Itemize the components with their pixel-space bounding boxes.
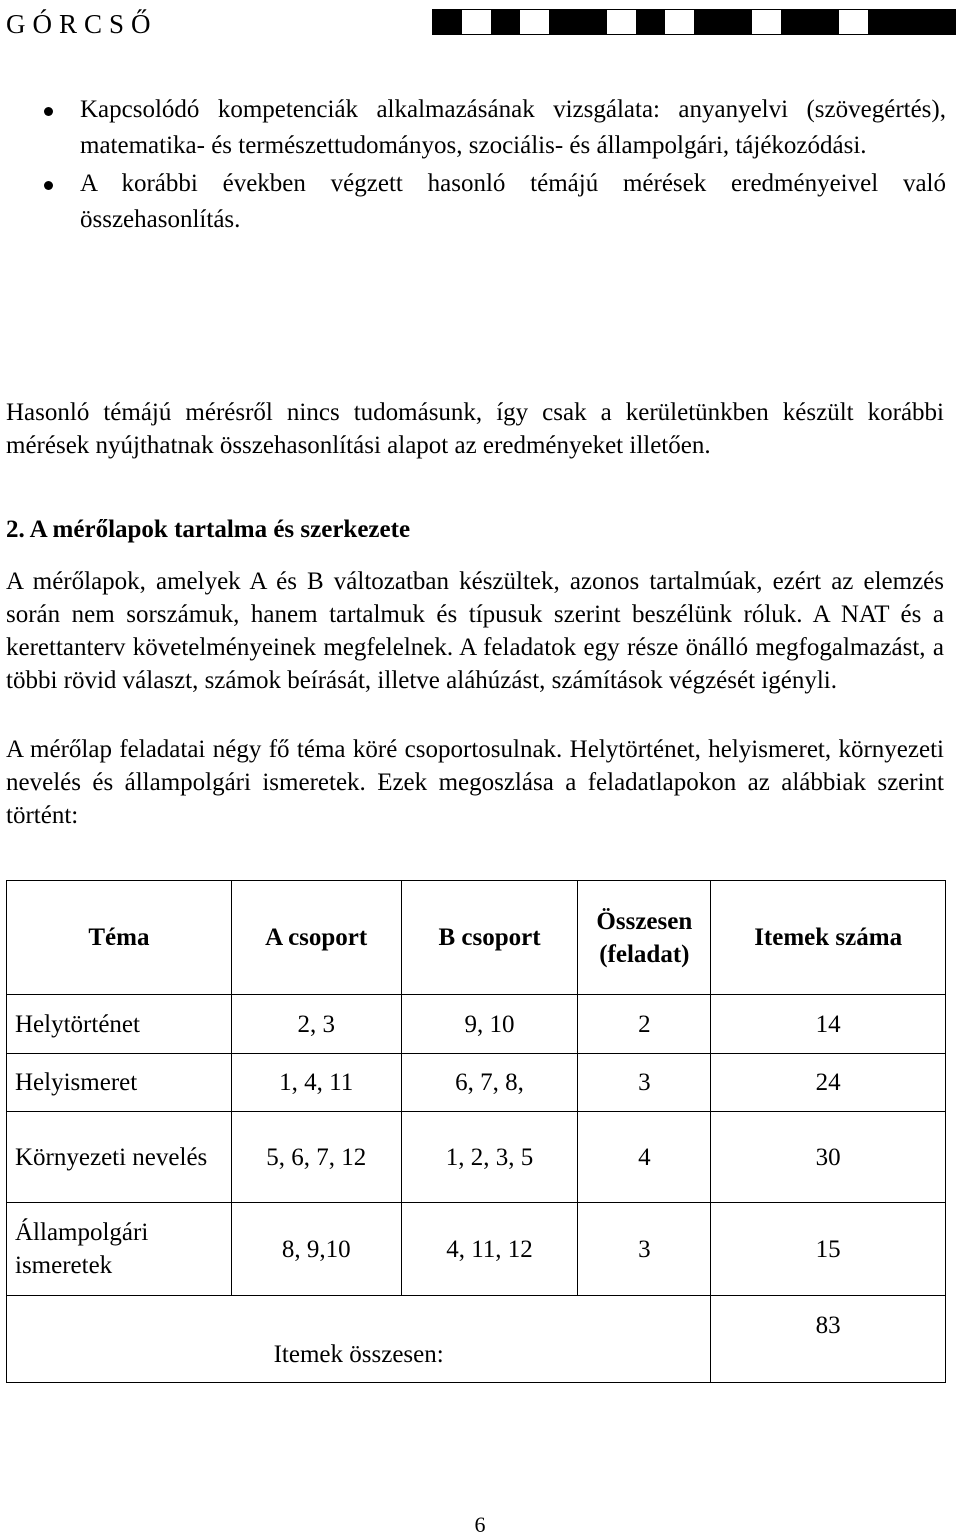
table-cell: Környezeti nevelés bbox=[7, 1112, 232, 1203]
table-cell: 3 bbox=[578, 1203, 711, 1296]
table-cell: 1, 2, 3, 5 bbox=[401, 1112, 578, 1203]
table-cell: 6, 7, 8, bbox=[401, 1054, 578, 1112]
header-pattern-segment bbox=[781, 10, 810, 34]
header-pattern-segment bbox=[433, 10, 462, 34]
header-pattern-segment bbox=[665, 10, 694, 34]
header-pattern-segment bbox=[491, 10, 520, 34]
header-pattern-segment bbox=[839, 10, 868, 34]
table-cell: Helyismeret bbox=[7, 1054, 232, 1112]
table-cell: 24 bbox=[711, 1054, 946, 1112]
table-cell: 5, 6, 7, 12 bbox=[231, 1112, 401, 1203]
total-value: 83 bbox=[711, 1296, 946, 1383]
table-row bbox=[7, 995, 946, 1054]
header-pattern-segment bbox=[926, 10, 955, 34]
bullet-dot-icon bbox=[44, 181, 53, 190]
table-header-row bbox=[7, 881, 946, 995]
header-pattern-bar bbox=[432, 9, 956, 35]
header-cell: Összesen (feladat) bbox=[578, 881, 711, 995]
bullet-text: Kapcsolódó kompetenciák alkalmazásának vizsgálata: anyanyelvi (szövegértés), matematika- és természettudományos, szociális- és állampolgári, tájékozódási. bbox=[80, 96, 946, 159]
table-cell: 4, 11, 12 bbox=[401, 1203, 578, 1296]
topic-table bbox=[6, 880, 946, 1383]
header-pattern-segment bbox=[607, 10, 636, 34]
table-cell: 2, 3 bbox=[231, 995, 401, 1054]
table-cell: 4 bbox=[578, 1112, 711, 1203]
header-pattern-segment bbox=[636, 10, 665, 34]
table-cell: 30 bbox=[711, 1112, 946, 1203]
header-pattern-segment bbox=[549, 10, 578, 34]
table-row bbox=[7, 1054, 946, 1112]
header-cell: B csoport bbox=[401, 881, 578, 995]
bullet-item bbox=[0, 166, 960, 238]
intro-paragraph: Hasonló témájú mérésről nincs tudomásunk, így csak a kerületünkben készült korábbi mérések nyújthatnak összehasonlítási alapot az eredményeket illetően. bbox=[6, 399, 944, 459]
header-cell: A csoport bbox=[231, 881, 401, 995]
header-pattern-segment bbox=[868, 10, 897, 34]
table-cell: 2 bbox=[578, 995, 711, 1054]
header-pattern-segment bbox=[897, 10, 926, 34]
table-cell: 8, 9,10 bbox=[231, 1203, 401, 1296]
section-paragraph-2: A mérőlap feladatai négy fő téma köré csoportosulnak. Helytörténet, helyismeret, környezeti nevelés és állampolgári ismeretek. Ezek megoszlása a feladatlapokon az alábbiak szerint történt: bbox=[6, 736, 944, 829]
header-pattern-segment bbox=[752, 10, 781, 34]
total-label: Itemek összesen: bbox=[7, 1296, 711, 1383]
table-cell: 9, 10 bbox=[401, 995, 578, 1054]
header-title: GÓRCSŐ bbox=[6, 9, 158, 39]
header-cell: Téma bbox=[7, 881, 232, 995]
page-number: 6 bbox=[474, 1512, 486, 1537]
bullet-item bbox=[0, 92, 960, 164]
table-row bbox=[7, 1112, 946, 1203]
bullet-list bbox=[0, 92, 960, 238]
table-cell: 15 bbox=[711, 1203, 946, 1296]
header-pattern-segment bbox=[520, 10, 549, 34]
section-heading: 2. A mérőlapok tartalma és szerkezete bbox=[6, 516, 411, 543]
table-cell: 3 bbox=[578, 1054, 711, 1112]
table-row bbox=[7, 1203, 946, 1296]
bullet-dot-icon bbox=[44, 107, 53, 116]
table-cell: Állampolgári ismeretek bbox=[7, 1203, 232, 1296]
header-pattern-segment bbox=[462, 10, 491, 34]
section-paragraph-1: A mérőlapok, amelyek A és B változatban készültek, azonos tartalmúak, ezért az elemzés során nem sorszámuk, hanem tartalmuk és típusuk szerint beszélünk róluk. A NAT és a kerettanterv követelményeinek megfelelnek. A feladatok egy része önálló megfogalmazást, a többi rövid választ, számok beírását, illetve aláhúzást, számítások végzését igényli. bbox=[6, 568, 944, 694]
table-cell: 14 bbox=[711, 995, 946, 1054]
table-total-row bbox=[7, 1296, 946, 1383]
table-cell: 1, 4, 11 bbox=[231, 1054, 401, 1112]
header-pattern-segment bbox=[578, 10, 607, 34]
header-pattern-segment bbox=[694, 10, 723, 34]
bullet-text: A korábbi években végzett hasonló témájú mérések eredményeivel való összehasonlítás. bbox=[80, 170, 946, 233]
header-cell: Itemek száma bbox=[711, 881, 946, 995]
header-pattern-segment bbox=[723, 10, 752, 34]
table-cell: Helytörténet bbox=[7, 995, 232, 1054]
header-pattern-segment bbox=[810, 10, 839, 34]
